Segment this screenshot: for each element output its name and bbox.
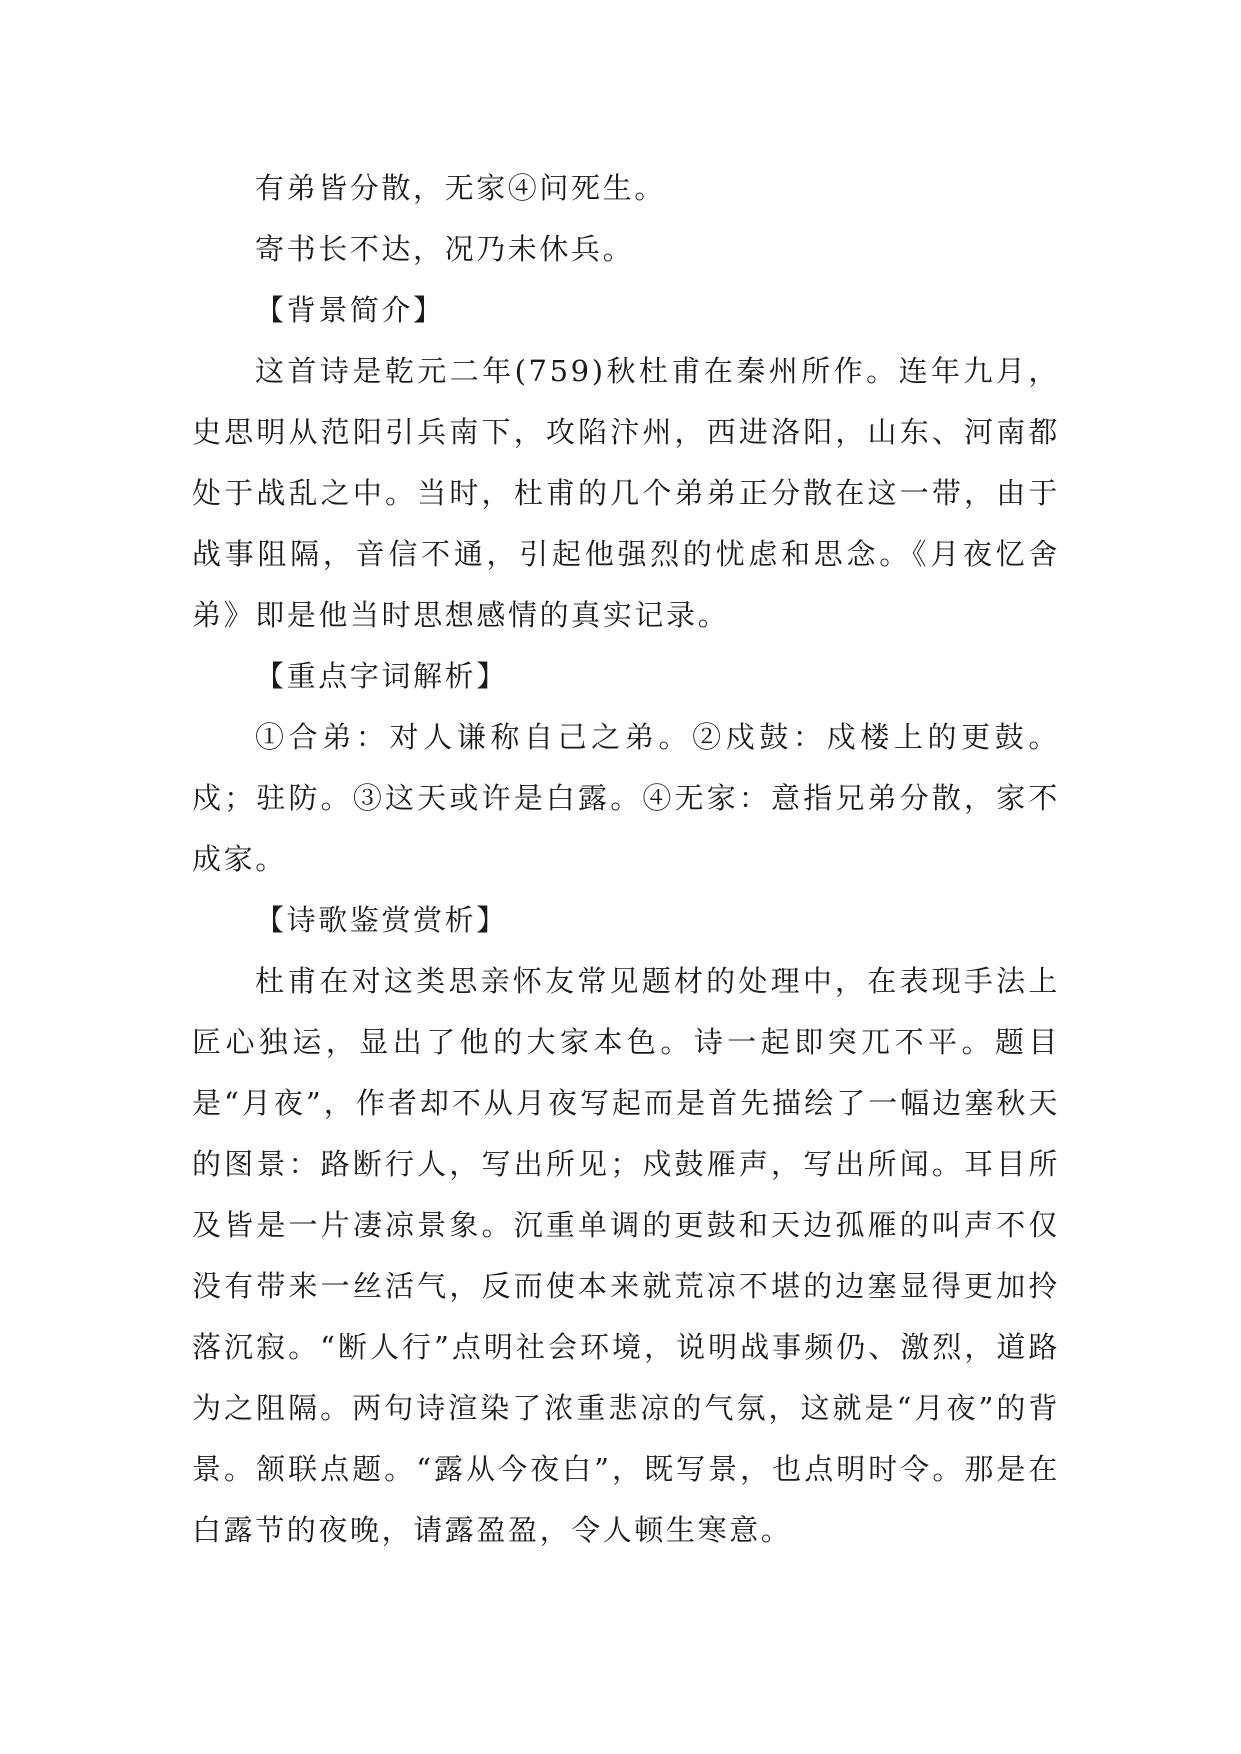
- background-heading: 【背景简介】: [255, 293, 445, 327]
- vocabulary-paragraph: ①合弟：对人谦称自己之弟。②戍鼓：戍楼上的更鼓。戍；驻防。③这天或许是白露。④无家：意指兄弟分散，家不成家。: [192, 720, 1060, 876]
- document-body: [192, 158, 1060, 1561]
- poem-line-1: 有弟皆分散，无家④问死生。: [255, 171, 666, 205]
- background-paragraph: 这首诗是乾元二年(759)秋杜甫在秦州所作。连年九月，史思明从范阳引兵南下，攻陷汴州，西进洛阳，山东、河南都处于战乱之中。当时，杜甫的几个弟弟正分散在这一带，由于战事阻隔，音信不通，引起他强烈的忧虑和思念。《月夜忆舍弟》即是他当时思想感情的真实记录。: [192, 354, 1060, 632]
- vocabulary-heading: 【重点字词解析】: [255, 659, 508, 693]
- poem-line-2: 寄书长不达，况乃未休兵。: [255, 232, 635, 266]
- appreciation-paragraph: 杜甫在对这类思亲怀友常见题材的处理中，在表现手法上匠心独运，显出了他的大家本色。诗一起即突兀不平。题目是“月夜”，作者却不从月夜写起而是首先描绘了一幅边塞秋天的图景：路断行人，写出所见；戍鼓雁声，写出所闻。耳目所及皆是一片凄凉景象。沉重单调的更鼓和天边孤雁的叫声不仅没有带来一丝活气，反而使本来就荒凉不堪的边塞显得更加拎落沉寂。“断人行”点明社会环境，说明战事频仍、激烈，道路为之阻隔。两句诗渲染了浓重悲凉的气氛，这就是“月夜”的背景。颔联点题。“露从今夜白”，既写景，也点明时令。那是在白露节的夜晚，请露盈盈，令人顿生寒意。: [192, 964, 1060, 1547]
- appreciation-heading: 【诗歌鉴赏赏析】: [255, 903, 508, 937]
